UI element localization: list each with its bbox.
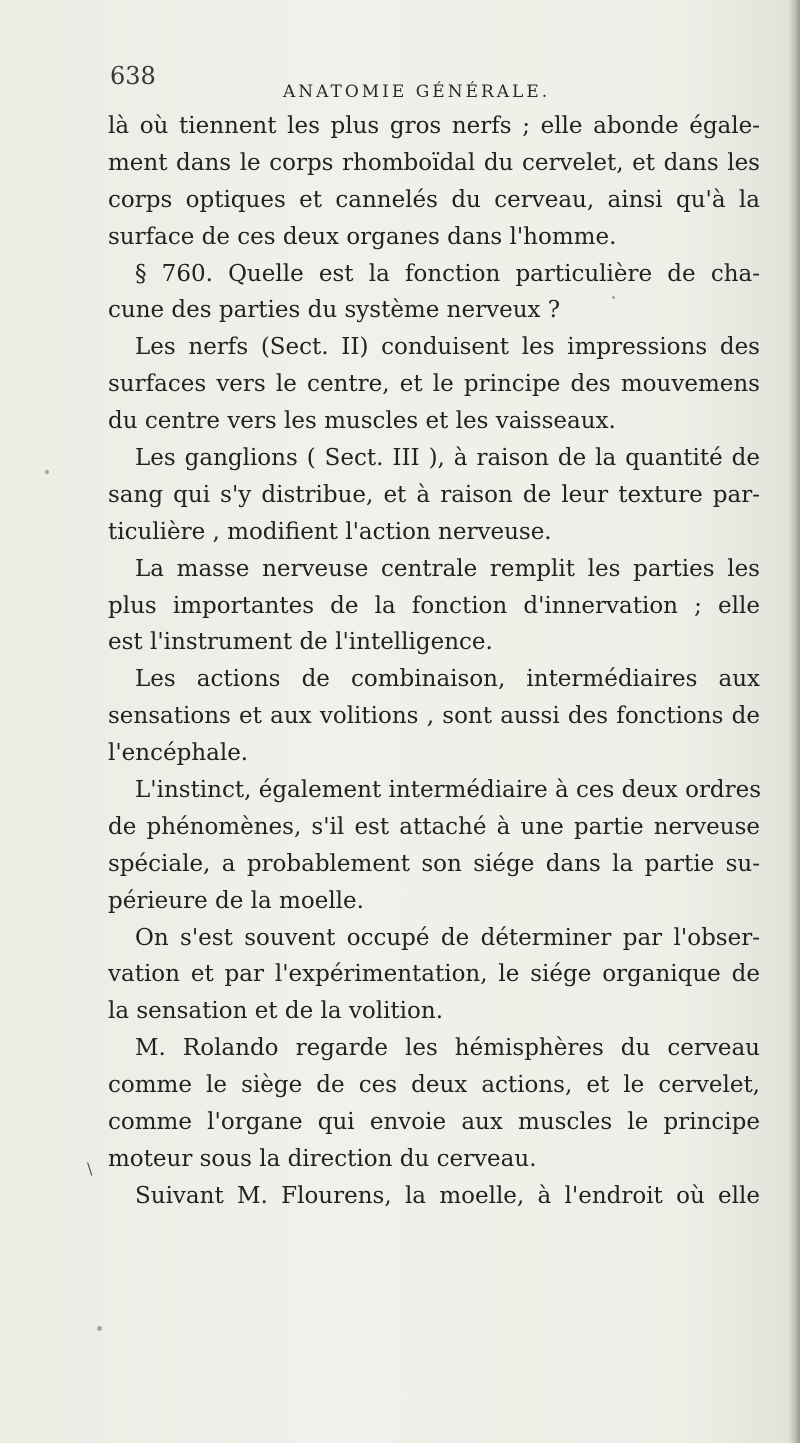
text-line: de phénomènes, s'il est attaché à une partie nerveuse (108, 813, 760, 840)
text-line: comme l'organe qui envoie aux muscles le principe (108, 1109, 760, 1136)
text-line: corps optiques et cannelés du cerveau, ainsi qu'à la (108, 186, 760, 213)
text-line: du centre vers les muscles et les vaisseaux. (108, 408, 616, 435)
text-line: surfaces vers le centre, et le principe des mouvemens (108, 371, 760, 398)
text-line: On s'est souvent occupé de déterminer par l'obser- (135, 924, 760, 951)
text-line: comme le siège de ces deux actions, et le cervelet, (108, 1072, 760, 1099)
page-number: 638 (110, 62, 156, 90)
text-line: surface de ces deux organes dans l'homme. (108, 223, 617, 250)
text-line: moteur sous la direction du cerveau. (108, 1145, 537, 1172)
text-line: L'instinct, également intermédiaire à ces deux ordres (135, 777, 762, 804)
text-line: là où tiennent les plus gros nerfs ; elle abonde égale- (108, 113, 760, 139)
text-line: Les ganglions ( Sect. III ), à raison de la quantité de (135, 445, 760, 472)
margin-mark: \ (87, 1159, 93, 1178)
text-line: M. Rolando regarde les hémisphères du cerveau (135, 1035, 760, 1062)
text-line: ticulière , modifient l'action nerveuse. (108, 518, 552, 545)
text-line: périeure de la moelle. (108, 887, 364, 914)
text-line: vation et par l'expérimentation, le siége organique de (108, 961, 760, 988)
text-line: spéciale, a probablement son siége dans la partie su- (108, 850, 760, 877)
running-title: ANATOMIE GÉNÉRALE. (283, 82, 551, 102)
text-line: Suivant M. Flourens, la moelle, à l'endroit où elle (135, 1182, 760, 1209)
text-line: Les nerfs (Sect. II) conduisent les impressions des (135, 334, 760, 361)
text-line: La masse nerveuse centrale remplit les parties les (135, 555, 760, 582)
paper-speck (97, 1326, 102, 1331)
text-line: ment dans le corps rhomboïdal du cervelet, et dans les (108, 149, 760, 176)
text-line: sang qui s'y distribue, et à raison de leur texture par- (108, 481, 760, 508)
text-line: l'encéphale. (108, 740, 249, 767)
text-line: sensations et aux volitions , sont aussi des fonctions de (108, 703, 760, 730)
paper-speck (45, 470, 49, 474)
question-heading-line: § 760. Quelle est la fonction particulière de cha- (135, 260, 760, 287)
text-line: est l'instrument de l'intelligence. (108, 629, 493, 656)
page-edge-shadow (788, 0, 800, 1443)
text-line: plus importantes de la fonction d'innervation ; elle (108, 592, 760, 619)
body-text (108, 108, 760, 1215)
paper-speck (612, 296, 615, 299)
question-heading-line: cune des parties du système nerveux ? (108, 297, 561, 324)
text-line: la sensation et de la volition. (108, 998, 444, 1025)
text-line: Les actions de combinaison, intermédiaires aux (135, 666, 760, 693)
